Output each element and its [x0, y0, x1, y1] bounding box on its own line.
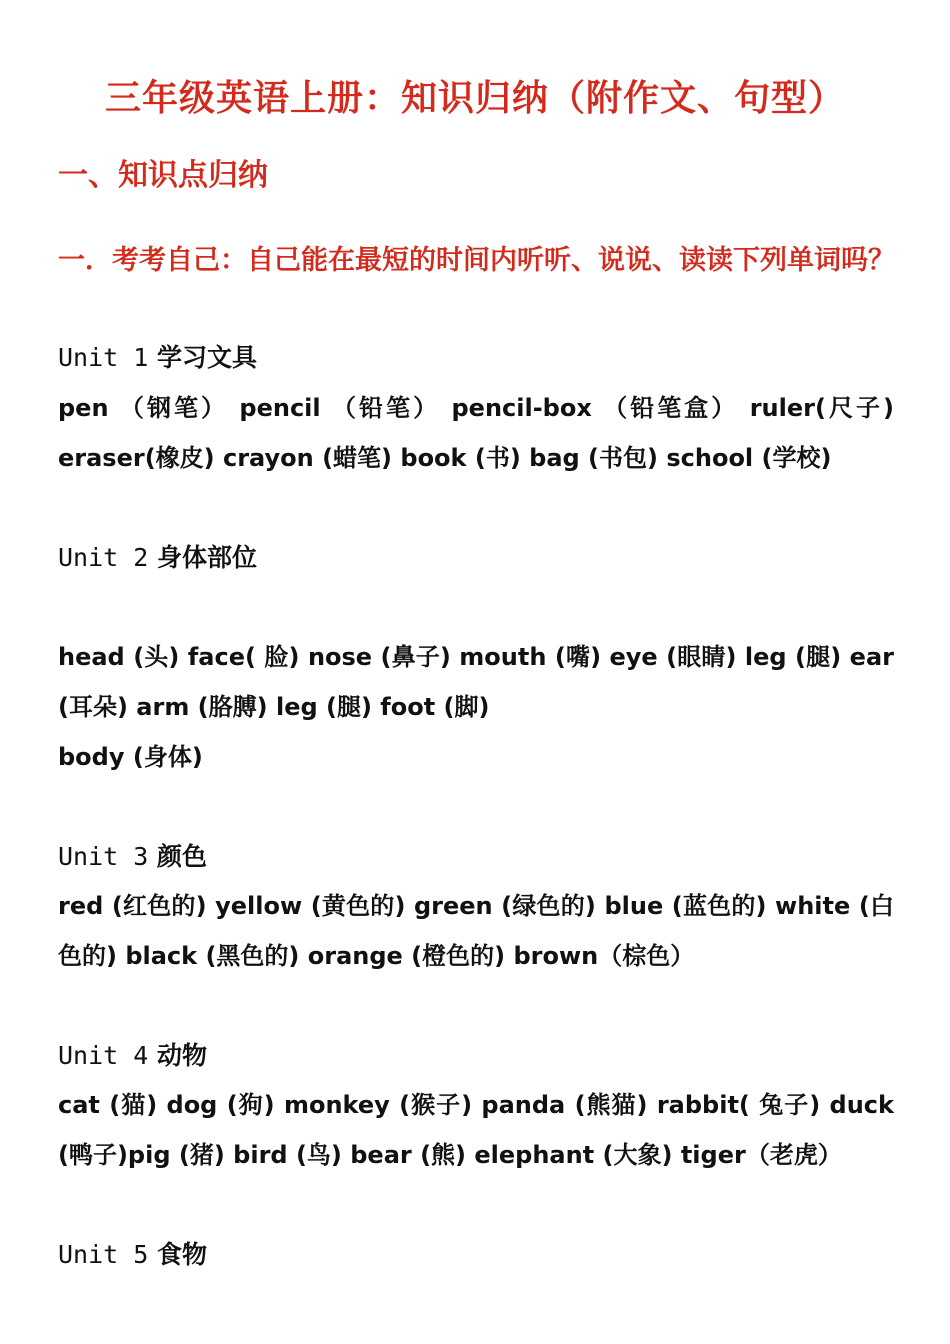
unit-5-heading: [58, 1235, 207, 1271]
unit-5-label: Unit 5: [58, 1240, 149, 1269]
unit-1-vocab: pen （钢笔） pencil （铅笔） pencil-box （铅笔盒） ruler(尺子) eraser(橡皮) crayon (蜡笔) book (书) bag (书包) school (学校): [58, 394, 894, 472]
unit-4-label: Unit 4: [58, 1041, 149, 1070]
unit-2-heading: [58, 538, 257, 574]
unit-4-heading: [58, 1036, 207, 1072]
unit-1-topic: 学习文具: [157, 343, 258, 372]
unit-2-label: Unit 2: [58, 543, 149, 572]
unit-2-vocab-extra: body (身体): [58, 743, 203, 771]
section-heading: 一、知识点归纳: [58, 158, 268, 193]
self-test-question: 一．考考自己：自己能在最短的时间内听听、说说、读读下列单词吗？: [58, 245, 895, 276]
unit-1-heading: [58, 338, 257, 374]
unit-3-label: Unit 3: [58, 842, 149, 871]
unit-4-vocab: cat (猫) dog (狗) monkey (猴子) panda (熊猫) rabbit( 兔子) duck (鸭子)pig (猪) bird (鸟) bear (熊) elephant (大象) tiger（老虎）: [58, 1091, 894, 1169]
document-title: 三年级英语上册：知识归纳（附作文、句型）: [104, 78, 845, 119]
unit-3-topic: 颜色: [157, 842, 208, 871]
unit-1-label: Unit 1: [58, 343, 149, 372]
unit-4-topic: 动物: [157, 1041, 208, 1070]
unit-5-topic: 食物: [157, 1240, 208, 1269]
unit-2-vocab: head (头) face( 脸) nose (鼻子) mouth (嘴) eye (眼睛) leg (腿) ear (耳朵) arm (胳膊) leg (腿) foot (脚): [58, 643, 894, 721]
unit-3-heading: [58, 837, 207, 873]
unit-2-topic: 身体部位: [157, 543, 258, 572]
unit-3-vocab: red (红色的) yellow (黄色的) green (绿色的) blue (蓝色的) white (白色的) black (黑色的) orange (橙色的) brown（棕色）: [58, 892, 894, 970]
